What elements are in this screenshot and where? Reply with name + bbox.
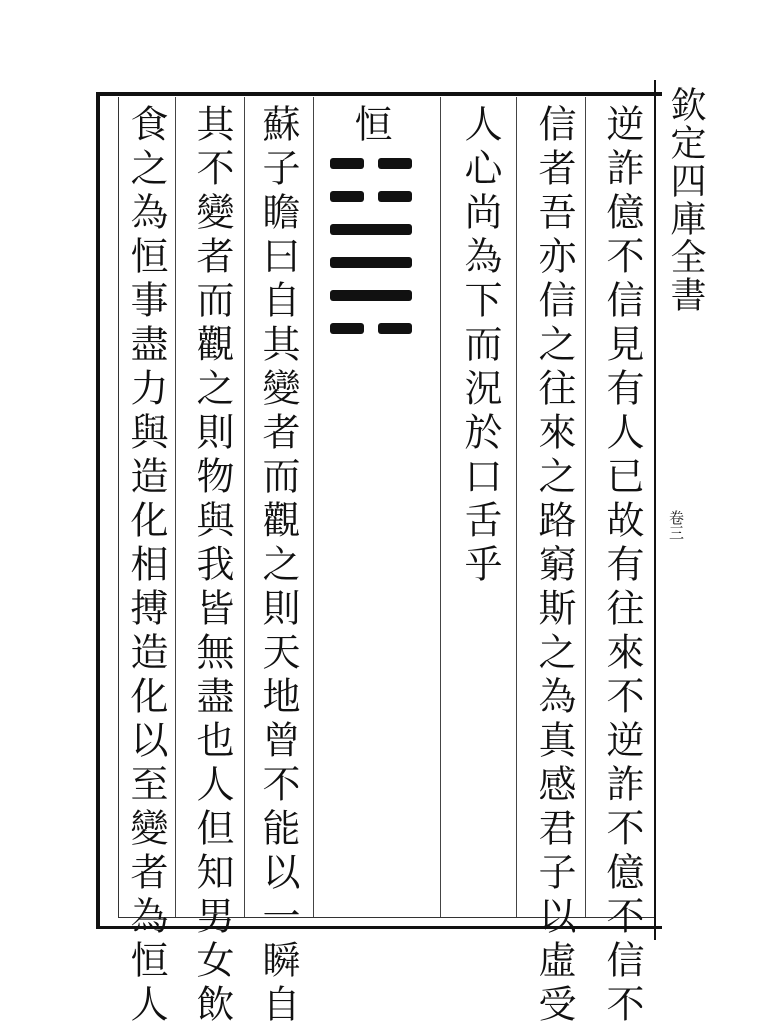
margin-column (654, 80, 704, 940)
broken-line (330, 323, 412, 334)
column-rule (244, 97, 245, 917)
broken-line (330, 191, 412, 202)
text-column-2: 信者吾亦信之往來之路窮斯之為真感君子以虛受 (532, 104, 576, 1028)
column-rule (585, 97, 586, 917)
solid-line (330, 290, 412, 301)
text-column-4: 蘇子瞻曰自其變者而觀之則天地曾不能以一瞬自 (256, 104, 300, 1028)
line-segment (330, 224, 412, 235)
solid-line (330, 257, 412, 268)
line-segment (330, 290, 412, 301)
column-rule (313, 97, 314, 917)
line-segment (330, 191, 364, 202)
hexagram-name: 恒 (348, 104, 392, 142)
hexagram-figure (330, 158, 412, 356)
book-title: 欽定四庫全書 (665, 86, 706, 314)
line-segment (378, 158, 412, 169)
text-column-3: 人心尚為下而況於口舌乎 (458, 104, 502, 588)
text-column-6: 食之為恒事盡力與造化相搏造化以至變者為恒人 (124, 104, 168, 1028)
solid-line (330, 224, 412, 235)
line-segment (330, 323, 364, 334)
line-segment (330, 257, 412, 268)
column-rule (516, 97, 517, 917)
column-rule (175, 97, 176, 917)
text-column-1: 逆詐億不信見有人已故有往來不逆詐不億不信不 (600, 104, 644, 1028)
line-segment (378, 191, 412, 202)
column-rule (440, 97, 441, 917)
volume-label: 卷三 (667, 510, 685, 540)
broken-line (330, 158, 412, 169)
text-column-5: 其不變者而觀之則物與我皆無盡也人但知男女飲 (190, 104, 234, 1028)
line-segment (330, 158, 364, 169)
line-segment (378, 323, 412, 334)
